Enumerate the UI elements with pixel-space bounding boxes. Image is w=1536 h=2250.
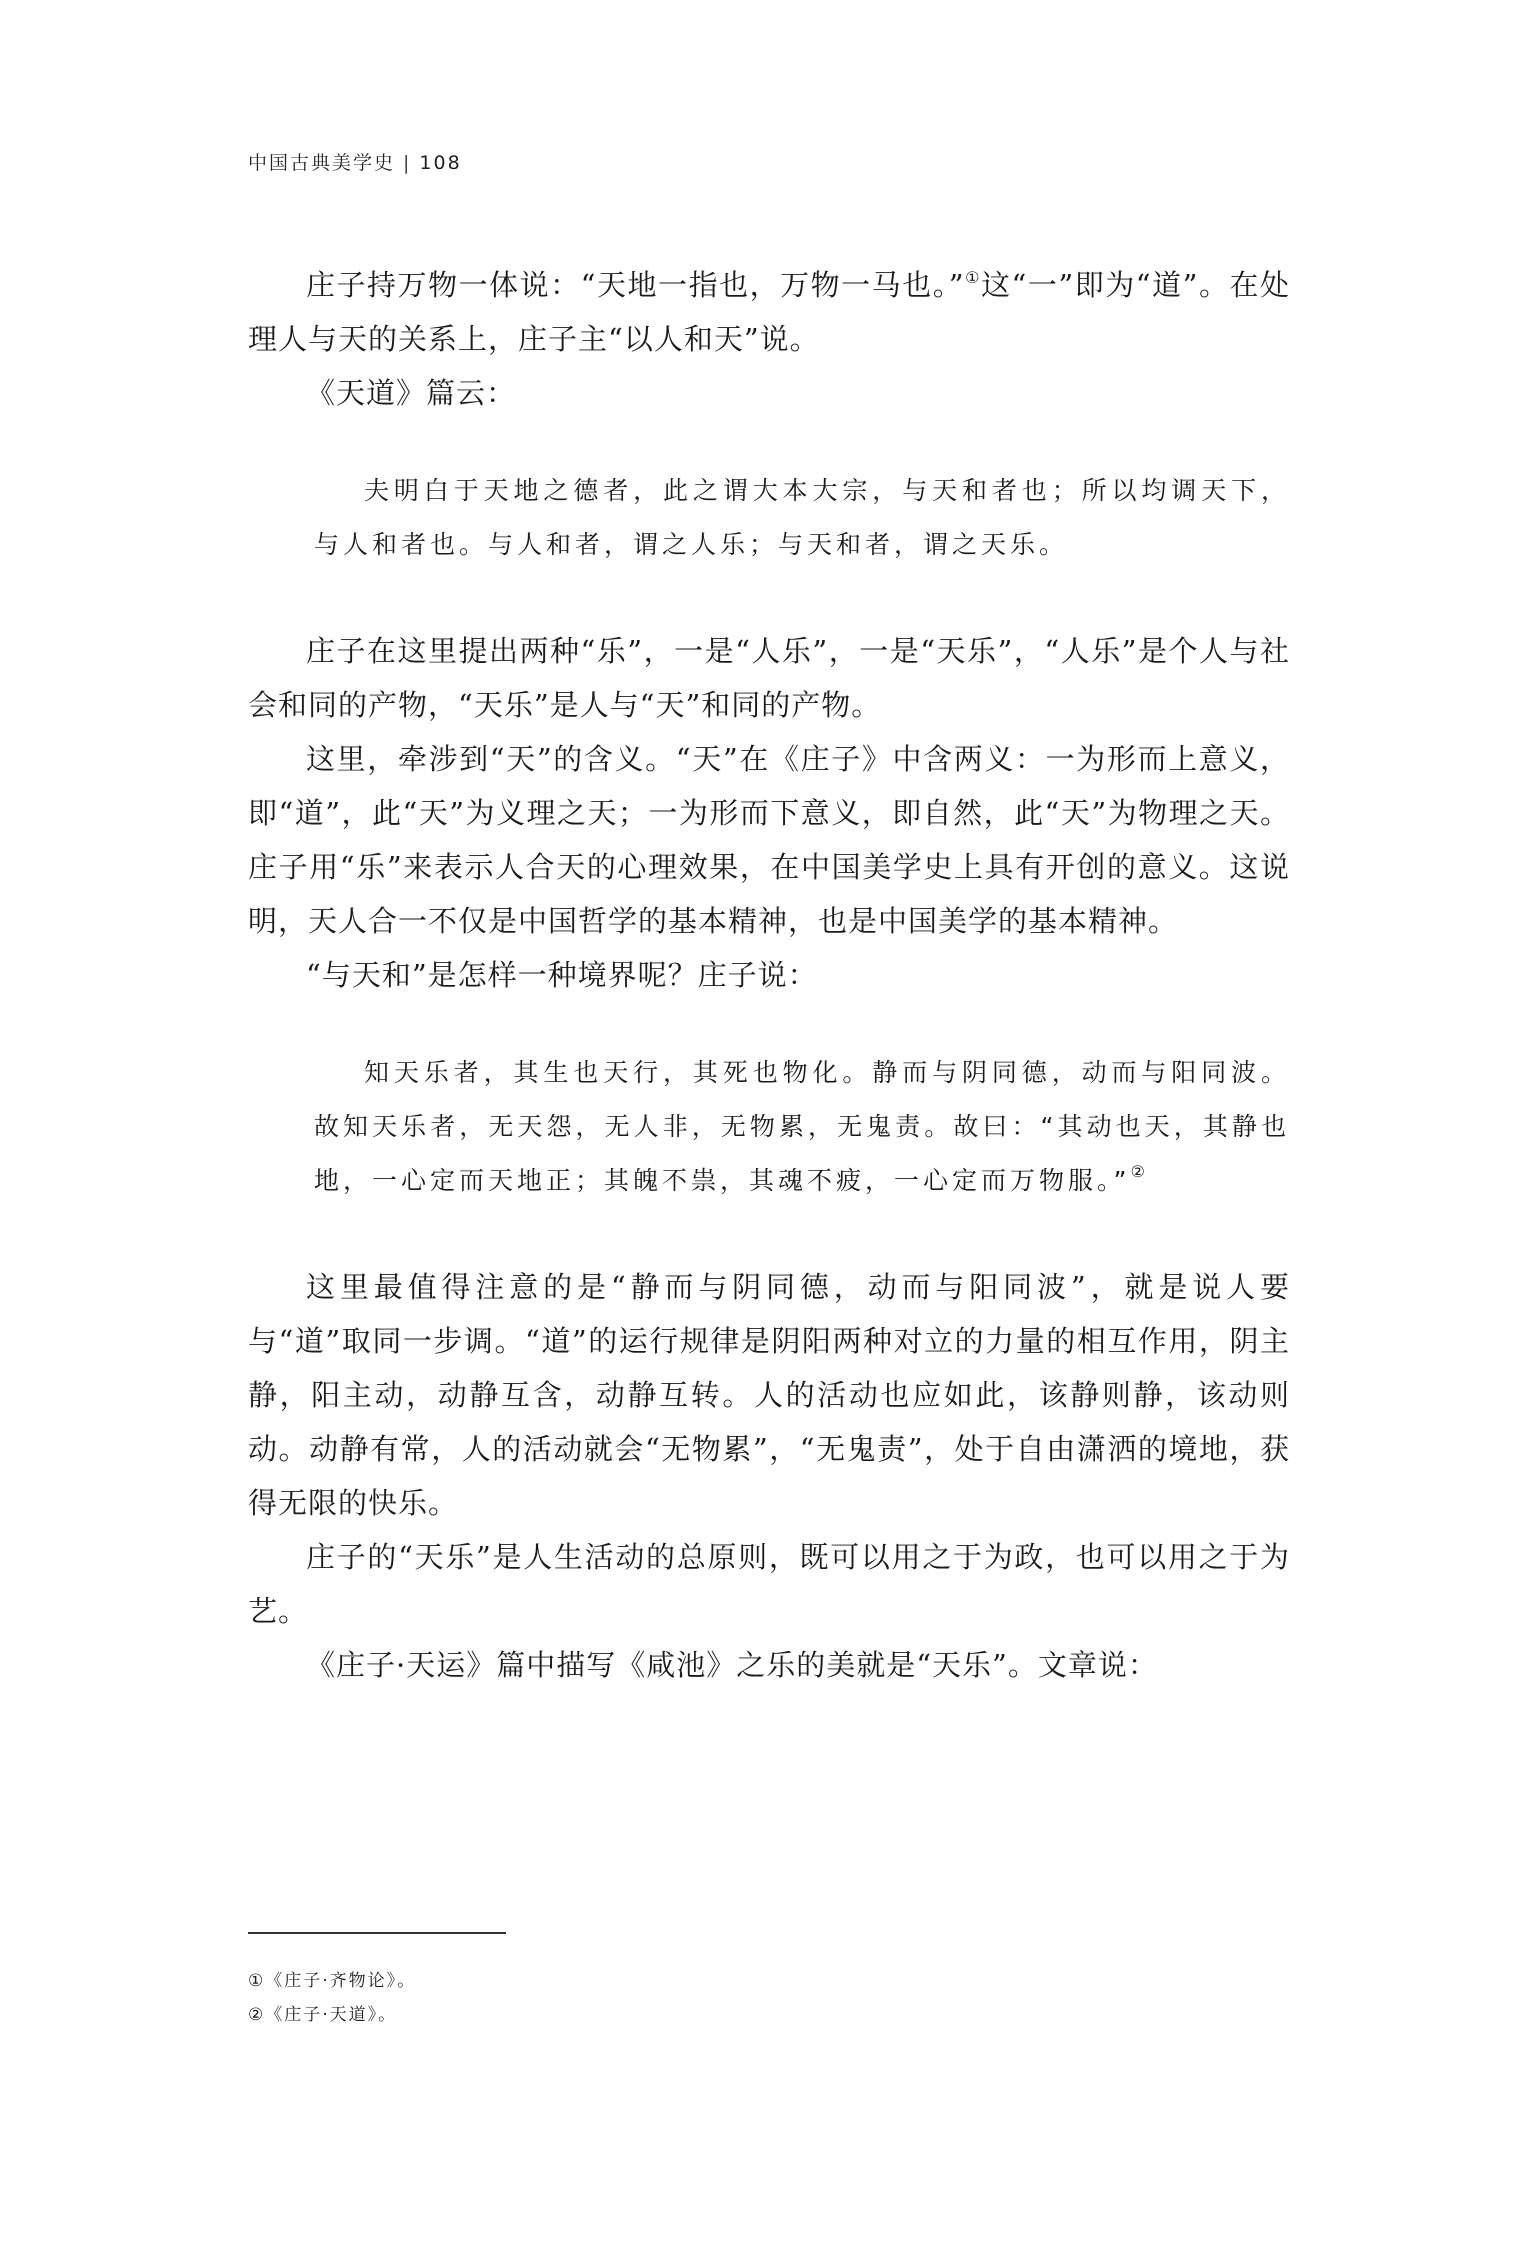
page-number: 108 — [419, 152, 462, 174]
block-quote-1 — [248, 464, 1290, 572]
paragraph-1-text-a: 庄子持万物一体说：“天地一指也，万物一马也。” — [306, 268, 965, 302]
paragraph-1 — [248, 258, 1290, 366]
footnote-1: ①《庄子·齐物论》。 — [248, 1971, 417, 1991]
page-body — [248, 258, 1290, 1692]
footnote-2: ②《庄子·天道》。 — [248, 2005, 398, 2025]
running-head — [248, 148, 462, 175]
paragraph-1-text-b: 这“一”即为“道”。在处理人与天的关系上，庄子主“以人和天”说。 — [248, 268, 1291, 356]
footnote-divider — [248, 1932, 506, 1934]
paragraph-5: “与天和”是怎样一种境界呢？庄子说： — [306, 958, 818, 992]
paragraph-7: 庄子的“天乐”是人生活动的总原则，既可以用之于为政，也可以用之于为艺。 — [248, 1540, 1290, 1628]
header-separator: | — [403, 152, 412, 174]
paragraph-2: 《天道》篇云： — [306, 376, 517, 410]
paragraph-3: 庄子在这里提出两种“乐”，一是“人乐”，一是“天乐”，“人乐”是个人与社会和同的产物，“天乐”是人与“天”和同的产物。 — [248, 634, 1290, 722]
footnote-ref-1[interactable]: ① — [964, 268, 981, 287]
book-title: 中国古典美学史 — [248, 152, 396, 174]
block-quote-2-paragraph — [314, 1046, 1290, 1208]
paragraph-6: 这里最值得注意的是“静而与阴同德，动而与阳同波”，就是说人要与“道”取同一步调。“道”的运行规律是阴阳两种对立的力量的相互作用，阴主静，阳主动，动静互含，动静互转。人的活动也应如此，该静则静，该动则动。动静有常，人的活动就会“无物累”，“无鬼责”，处于自由潇洒的境地，获得无限的快乐。 — [248, 1270, 1290, 1520]
block-quote-2-text: 知天乐者，其生也天行，其死也物化。静而与阴同德，动而与阳同波。故知天乐者，无天怨，无人非，无物累，无鬼责。故曰：“其动也天，其静也地，一心定而天地正；其魄不祟，其魂不疲，一心定而万物服。” — [314, 1058, 1290, 1195]
block-quote-1-text: 夫明白于天地之德者，此之谓大本大宗，与天和者也；所以均调天下，与人和者也。与人和者，谓之人乐；与天和者，谓之天乐。 — [314, 476, 1290, 559]
block-quote-2 — [248, 1046, 1290, 1208]
paragraph-4: 这里，牵涉到“天”的含义。“天”在《庄子》中含两义：一为形而上意义，即“道”，此“天”为义理之天；一为形而下意义，即自然，此“天”为物理之天。庄子用“乐”来表示人合天的心理效果，在中国美学史上具有开创的意义。这说明，天人合一不仅是中国哲学的基本精神，也是中国美学的基本精神。 — [248, 742, 1290, 938]
footnotes — [248, 1964, 416, 2032]
footnote-ref-2[interactable]: ② — [1130, 1162, 1149, 1181]
paragraph-8: 《庄子·天运》篇中描写《咸池》之乐的美就是“天乐”。文章说： — [306, 1648, 1158, 1682]
